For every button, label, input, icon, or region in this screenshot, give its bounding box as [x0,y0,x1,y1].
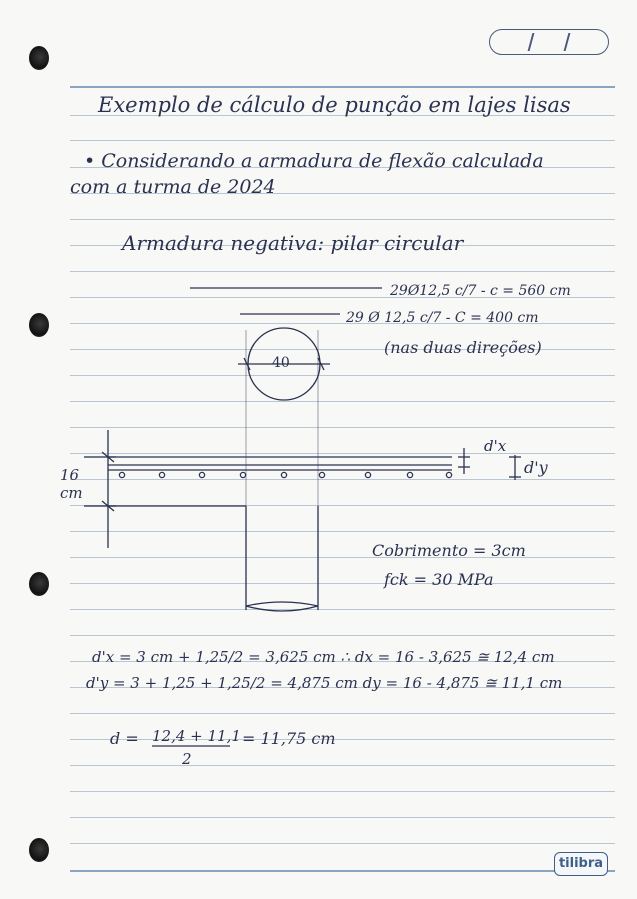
rebar-dot [199,472,204,477]
rebar-dot [281,472,286,477]
equation-d-numerator: 12,4 + 11,1 [152,727,241,745]
slab-thickness-value: 16 [60,466,80,484]
rebar-dot [319,472,324,477]
equation-d-result: = 11,75 cm [242,729,336,748]
pillar-diameter-label: 40 [272,355,290,371]
cover-label: Cobrimento = 3cm [372,541,526,560]
equation-dx: d'x = 3 cm + 1,25/2 = 3,625 cm ∴ dx = 16 - 3,625 ≅ 12,4 cm [92,648,555,666]
intro-line-2: com a turma de 2024 [70,176,276,198]
dy-label: d'y [524,458,548,477]
page-title: Exemplo de cálculo de punção em lajes lisas [98,93,571,117]
dx-label: d'x [484,437,507,455]
section-subtitle: Armadura negativa: pilar circular [122,231,464,255]
rebar-spec-1: 29Ø12,5 c/7 - c = 560 cm [390,283,571,299]
slab-thickness-unit: cm [60,484,83,502]
rebar-dot [365,472,370,477]
rebar-dot [159,472,164,477]
rebar-dot [407,472,412,477]
equation-d-denominator: 2 [182,750,192,768]
equation-dy: d'y = 3 + 1,25 + 1,25/2 = 4,875 cm dy = 16 - 4,875 ≅ 11,1 cm [86,674,563,692]
equation-d-lhs: d = [110,729,139,748]
rebar-dot [240,472,245,477]
rebar-dot [446,472,451,477]
brand-logo: tilibra [554,852,608,876]
rebar-note: (nas duas direções) [384,338,542,357]
rebar-dot [119,472,124,477]
rebar-spec-2: 29 Ø 12,5 c/7 - C = 400 cm [346,310,539,326]
pillar-cut [246,602,318,611]
fck-label: fck = 30 MPa [384,570,494,589]
intro-line-1: • Considerando a armadura de flexão calculada [84,150,544,172]
